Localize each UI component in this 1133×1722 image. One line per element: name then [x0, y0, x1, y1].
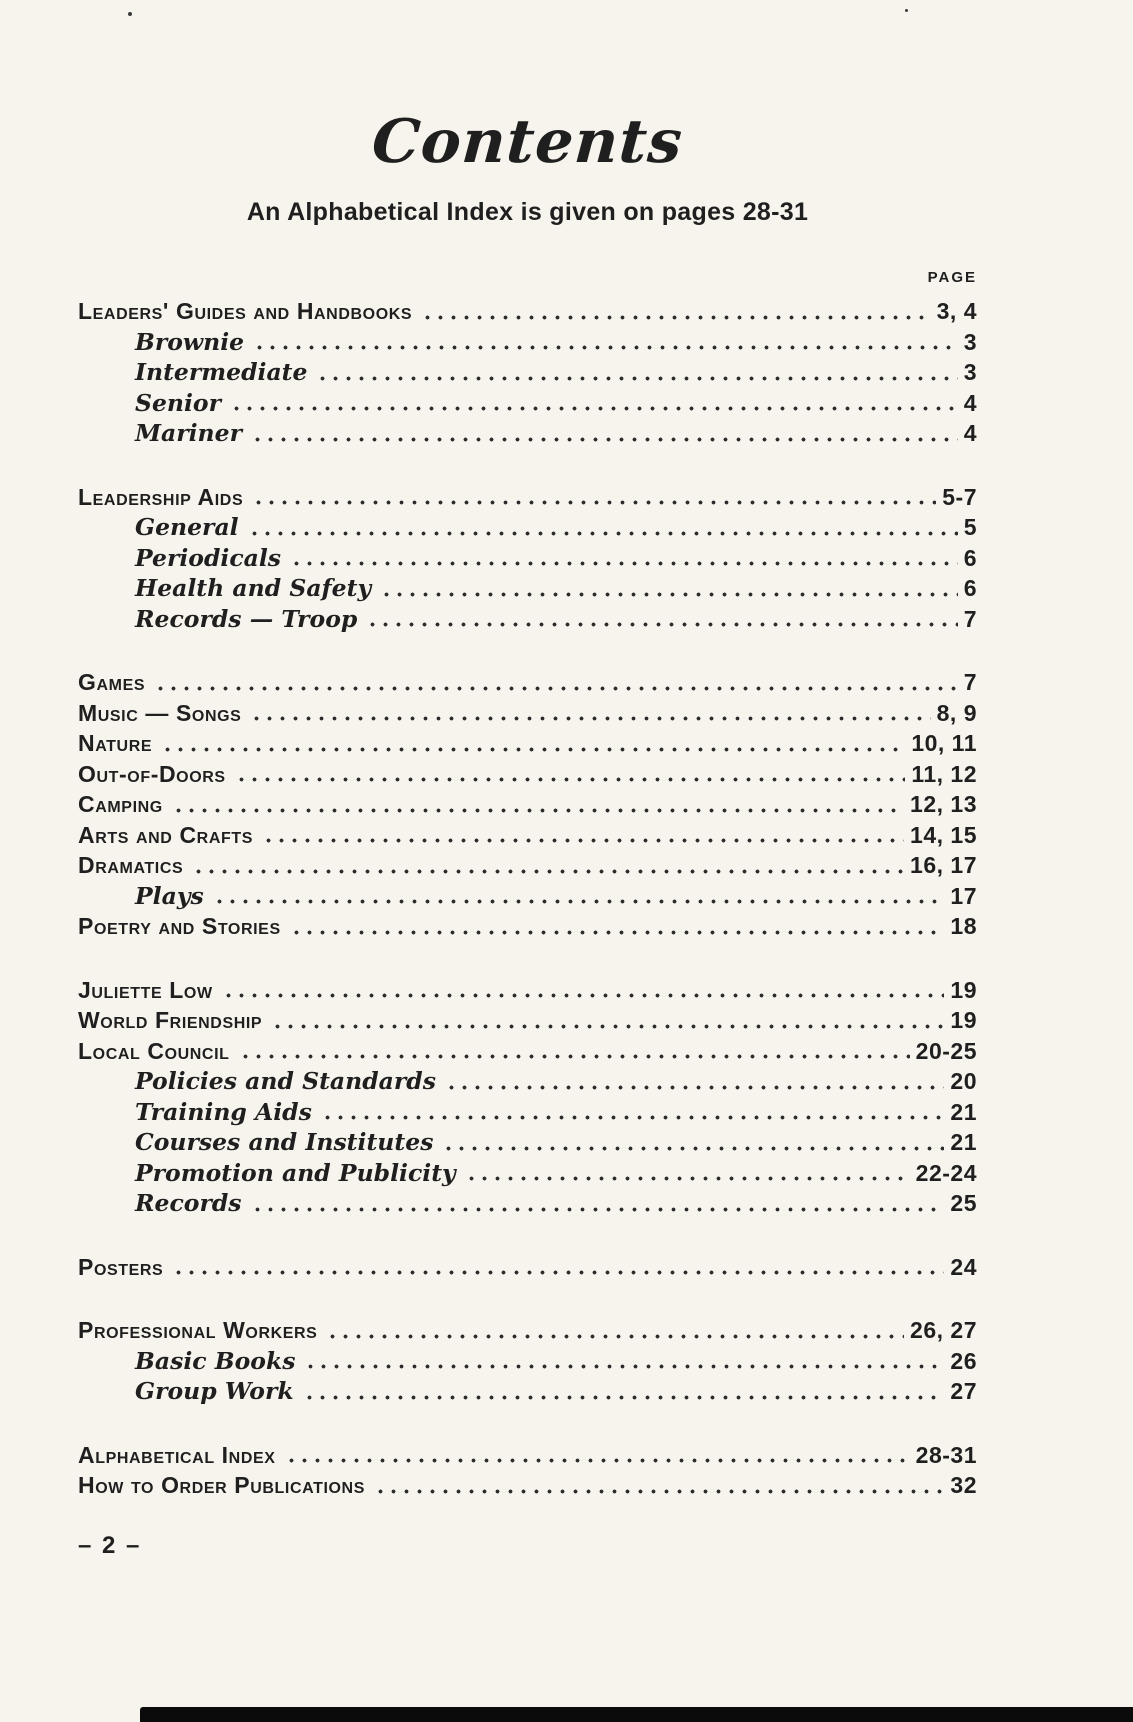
table-of-contents — [78, 296, 977, 1501]
toc-entry-page: 21 — [950, 1098, 977, 1125]
toc-entry-page: 22-24 — [915, 1159, 977, 1186]
toc-entry-label: Poetry and Stories — [78, 913, 281, 939]
toc-entry-page: 20-25 — [915, 1037, 977, 1064]
toc-row — [78, 1346, 977, 1377]
dot-leader — [253, 327, 958, 351]
toc-entry-page: 28-31 — [915, 1441, 977, 1468]
dot-leader — [192, 850, 904, 874]
toc-entry-label: Promotion and Publicity — [135, 1158, 456, 1187]
toc-row — [78, 418, 977, 449]
toc-row — [78, 543, 977, 574]
dot-leader — [213, 881, 945, 905]
scan-speck — [128, 12, 132, 16]
toc-entry-page: 12, 13 — [910, 791, 977, 817]
dot-leader — [251, 418, 958, 442]
toc-entry-label: Plays — [135, 881, 204, 910]
page-column-label: PAGE — [927, 269, 977, 286]
dot-leader — [230, 388, 958, 412]
dot-leader — [251, 1188, 945, 1212]
scan-speck — [905, 9, 908, 12]
toc-row — [78, 1315, 977, 1346]
toc-row — [78, 388, 977, 419]
toc-row — [78, 327, 977, 358]
toc-row — [78, 357, 977, 388]
toc-entry-page: 11, 12 — [911, 760, 977, 787]
toc-row — [78, 1440, 977, 1471]
toc-entry-label: Juliette Low — [78, 976, 213, 1003]
toc-entry-page: 26, 27 — [910, 1317, 977, 1343]
toc-entry-page: 10, 11 — [911, 730, 977, 756]
toc-row — [78, 1066, 977, 1097]
toc-row — [78, 1036, 977, 1067]
toc-entry-label: Dramatics — [78, 852, 184, 878]
dot-leader — [239, 1036, 910, 1060]
toc-entry-label: Senior — [135, 388, 221, 417]
scan-artifact-bar — [140, 1707, 1133, 1722]
dot-leader — [321, 1097, 945, 1121]
toc-entry-page: 19 — [950, 976, 977, 1003]
dot-leader — [380, 573, 958, 597]
toc-row — [78, 881, 977, 912]
dot-leader — [235, 759, 906, 783]
toc-entry-label: Games — [78, 669, 146, 695]
toc-row — [78, 728, 977, 759]
toc-entry-label: General — [135, 513, 239, 541]
dot-leader — [271, 1005, 944, 1029]
toc-row — [78, 1252, 977, 1283]
dot-leader — [262, 820, 904, 844]
toc-entry-page: 3, 4 — [936, 298, 977, 324]
toc-entry-label: Brownie — [135, 327, 245, 356]
dot-leader — [442, 1127, 944, 1151]
toc-entry-page: 32 — [950, 1472, 977, 1498]
toc-row — [78, 604, 977, 635]
toc-row — [78, 667, 977, 698]
toc-entry-page: 14, 15 — [910, 821, 977, 848]
toc-row — [78, 296, 977, 327]
toc-entry-page: 18 — [950, 913, 977, 939]
dot-leader — [445, 1066, 944, 1090]
toc-entry-page: 7 — [963, 605, 977, 632]
page-title: Contents — [369, 107, 686, 177]
toc-entry-label: Mariner — [135, 419, 242, 447]
dot-leader — [222, 975, 945, 999]
page-content — [78, 0, 977, 1501]
toc-entry-page: 6 — [963, 544, 977, 571]
toc-entry-label: Leadership Aids — [78, 483, 244, 510]
toc-row — [78, 1376, 977, 1407]
toc-row — [78, 482, 977, 513]
toc-entry-label: Local Council — [78, 1037, 230, 1064]
dot-leader — [421, 296, 930, 320]
toc-row — [78, 573, 977, 604]
toc-entry-page: 4 — [963, 389, 977, 416]
toc-entry-label: Nature — [78, 730, 153, 756]
toc-row — [78, 698, 977, 729]
dot-leader — [465, 1158, 910, 1182]
dot-leader — [161, 728, 905, 752]
dot-leader — [290, 911, 945, 935]
toc-entry-label: Courses and Institutes — [135, 1128, 434, 1156]
dot-leader — [366, 604, 957, 628]
toc-entry-page: 21 — [950, 1129, 977, 1155]
toc-row — [78, 820, 977, 851]
toc-row — [78, 1127, 977, 1158]
dot-leader — [290, 543, 958, 567]
toc-row — [78, 1005, 977, 1036]
dot-leader — [172, 1252, 944, 1276]
dot-leader — [172, 789, 904, 813]
toc-row — [78, 789, 977, 820]
toc-entry-page: 17 — [950, 882, 977, 909]
toc-entry-page: 27 — [950, 1378, 977, 1404]
toc-entry-page: 24 — [950, 1253, 977, 1280]
toc-entry-page: 16, 17 — [910, 852, 977, 878]
toc-entry-label: Out-of-Doors — [78, 760, 226, 787]
toc-entry-page: 4 — [963, 420, 977, 446]
dot-leader — [250, 698, 930, 722]
toc-entry-label: Records — [135, 1189, 242, 1217]
toc-entry-page: 19 — [950, 1007, 977, 1033]
toc-entry-label: Intermediate — [135, 358, 308, 386]
toc-entry-label: Policies and Standards — [135, 1067, 436, 1095]
toc-entry-label: Training Aids — [135, 1097, 312, 1126]
toc-row — [78, 1158, 977, 1189]
dot-leader — [154, 667, 958, 691]
footer-page-number: – 2 – — [78, 1532, 142, 1559]
dot-leader — [252, 482, 936, 506]
toc-entry-label: Records — Troop — [135, 604, 358, 633]
toc-entry-page: 26 — [950, 1347, 977, 1374]
toc-row — [78, 850, 977, 881]
toc-row — [78, 911, 977, 942]
toc-entry-label: Periodicals — [135, 543, 282, 572]
dot-leader — [304, 1346, 944, 1370]
toc-entry-label: Basic Books — [135, 1346, 296, 1375]
dot-leader — [303, 1376, 945, 1400]
toc-entry-label: World Friendship — [78, 1007, 263, 1033]
toc-row — [78, 975, 977, 1006]
toc-entry-page: 6 — [963, 575, 977, 601]
toc-entry-label: Music — Songs — [78, 699, 242, 726]
dot-leader — [316, 357, 957, 381]
toc-entry-page: 7 — [963, 669, 977, 695]
toc-entry-label: Professional Workers — [78, 1317, 318, 1343]
dot-leader — [374, 1470, 944, 1494]
toc-entry-page: 3 — [963, 328, 977, 355]
toc-row — [78, 512, 977, 543]
toc-entry-label: Arts and Crafts — [78, 821, 253, 848]
toc-entry-page: 5 — [963, 514, 977, 540]
toc-entry-page: 5-7 — [942, 483, 977, 510]
toc-entry-label: Posters — [78, 1253, 164, 1280]
dot-leader — [248, 512, 958, 536]
toc-entry-page: 3 — [963, 359, 977, 385]
dot-leader — [326, 1315, 904, 1339]
toc-entry-page: 20 — [950, 1068, 977, 1094]
toc-row — [78, 1097, 977, 1128]
toc-entry-label: Camping — [78, 791, 163, 817]
toc-row — [78, 759, 977, 790]
toc-entry-label: Leaders' Guides and Handbooks — [78, 298, 413, 324]
toc-entry-label: Alphabetical Index — [78, 1441, 276, 1468]
toc-entry-page: 8, 9 — [936, 699, 977, 726]
toc-entry-page: 25 — [950, 1190, 977, 1216]
toc-row — [78, 1470, 977, 1501]
toc-entry-label: Group Work — [135, 1377, 294, 1405]
toc-entry-label: Health and Safety — [135, 574, 372, 602]
toc-entry-label: How to Order Publications — [78, 1472, 365, 1498]
dot-leader — [285, 1440, 910, 1464]
page-subtitle: An Alphabetical Index is given on pages 28-31 — [246, 198, 809, 226]
toc-row — [78, 1188, 977, 1219]
